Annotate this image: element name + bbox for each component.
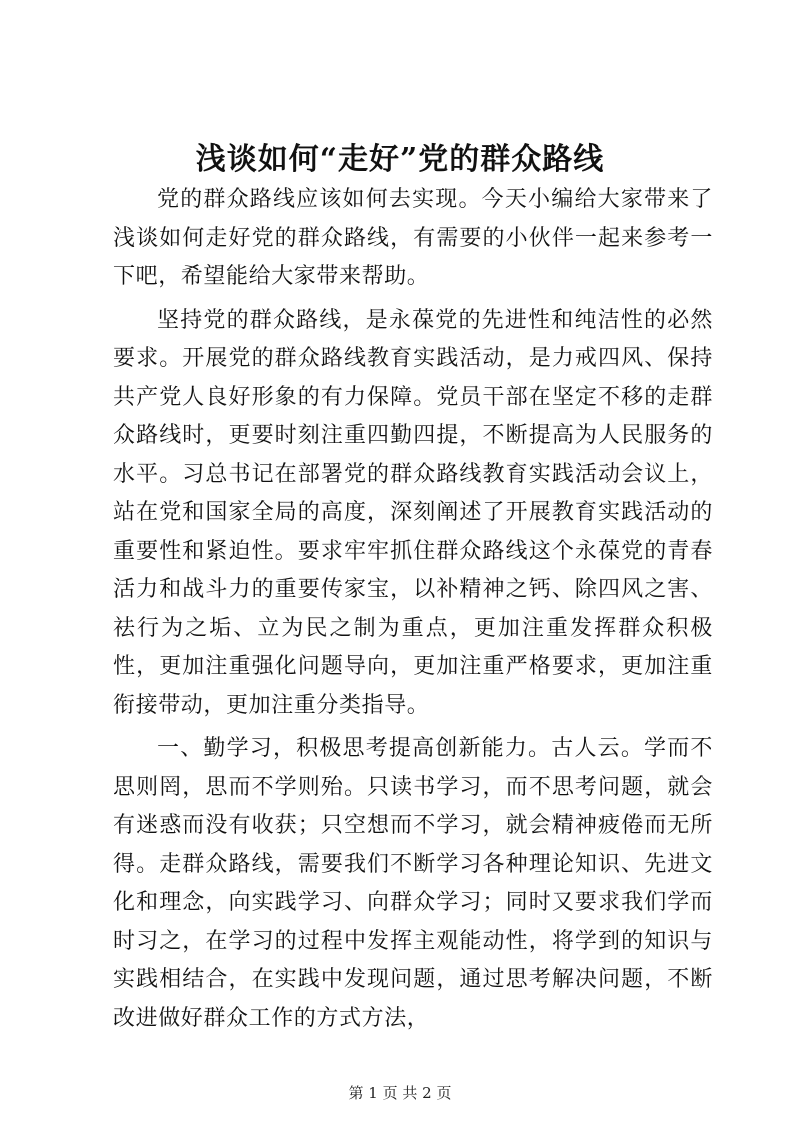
document-body: [113, 181, 713, 1043]
page-footer: 第 1 页 共 2 页: [348, 1084, 452, 1102]
paragraph-intro: 党的群众路线应该如何去实现。今天小编给大家带来了浅谈如何走好党的群众路线，有需要的小伙伴一起来参考一下吧，希望能给大家带来帮助。: [113, 187, 713, 289]
document-title: 浅谈如何“走好”党的群众路线: [195, 142, 605, 177]
paragraph-study: 一、勤学习，积极思考提高创新能力。古人云。学而不思则罔，思而不学则殆。只读书学习，而不思考问题，就会有迷惑而没有收获；只空想而不学习，就会精神疲倦而无所得。走群众路线，需要我们不断学习各种理论知识、先进文化和理念，向实践学习、向群众学习；同时又要求我们学而时习之，在学习的过程中发挥主观能动性，将学到的知识与实践相结合，在实践中发现问题，通过思考解决问题，不断改进做好群众工作的方式方法，: [113, 736, 713, 1031]
paragraph-mass-line: 坚持党的群众路线，是永葆党的先进性和纯洁性的必然要求。开展党的群众路线教育实践活动，是力戒四风、保持共产党人良好形象的有力保障。党员干部在坚定不移的走群众路线时，更要时刻注重四勤四提，不断提高为人民服务的水平。习总书记在部署党的群众路线教育实践活动会议上，站在党和国家全局的高度，深刻阐述了开展教育实践活动的重要性和紧迫性。要求牢牢抓住群众路线这个永葆党的青春活力和战斗力的重要传家宝，以补精神之钙、除四风之害、祛行为之垢、立为民之制为重点，更加注重发挥群众积极性，更加注重强化问题导向，更加注重严格要求，更加注重衔接带动，更加注重分类指导。: [113, 307, 713, 718]
